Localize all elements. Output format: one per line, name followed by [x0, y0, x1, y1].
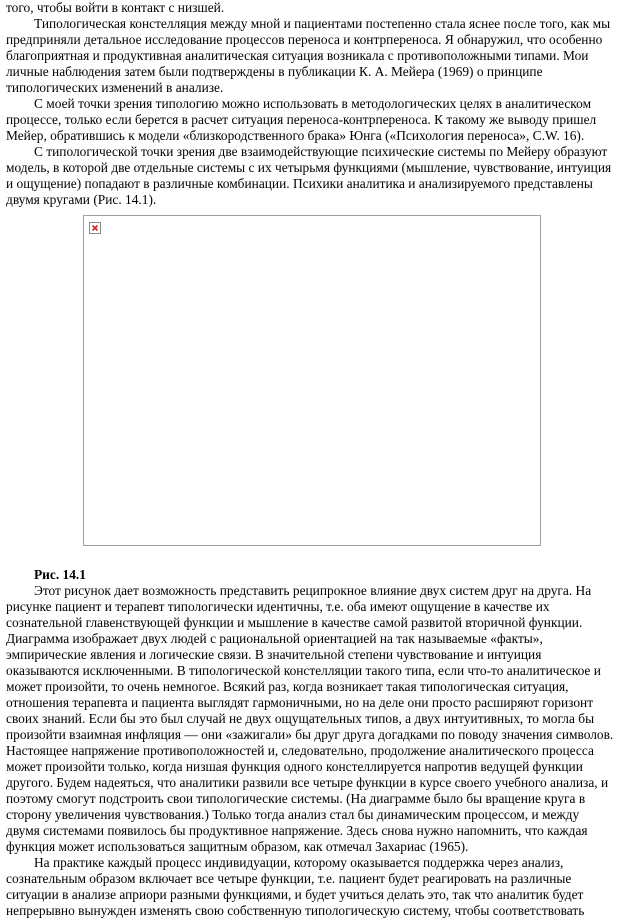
paragraph: Этот рисунок дает возможность представить реципрокное влияние двух систем друг на друга. На рисунке пациент и терапевт типологически идентичны, т.е. оба имеют ощущение в качестве их сознательной главенствующей функции и мышление в качестве самой развитой вторичной функции. Диаграмма изображает двух людей с рациональной ориентацией на так называемые «факты», эмпирические явления и логические связи. В значительной степени чувствование и интуиция оказываются исключенными. В типологической констелляции такого типа, если что-то аналитическое и может произойти, то очень немногое. Всякий раз, когда возникает такая типологическая ситуация, отношения терапевта и пациента выглядят гармоничными, но на деле они просто расширяют горизонт своих знаний. Если бы это был случай не двух ощущательных типов, а двух интуитивных, то могла бы произойти взаимная инфляция — они «зажигали» бы друг друга догадками по поводу значения символов. Настоящее напряжение противоположностей и, следовательно, продолжение аналитического процесса может произойти только, когда низшая функция одного констеллируется напротив ведущей функции другого. Будем надеяться, что аналитики развили все четыре функции в курсе своего учебного анализа, и поэтому смогут подстроить свои типологические системы. (На диаграмме было бы вращение круга в сторону увеличения чувствования.) Только тогда анализ стал бы динамическим процессом, и между двумя системами появилось бы продуктивное напряжение. Здесь снова нужно напомнить, что каждая функция может использоваться защитным образом, как отмечал Захариас (1965).: [6, 583, 614, 854]
text-block-top: [0, 0, 620, 208]
text-block-bottom: [0, 583, 620, 919]
paragraph: С моей точки зрения типологию можно использовать в методологических целях в аналитическом процессе, только если берется в расчет ситуация переноса-контрпереноса. К такому же выводу пришел Мейер, обратившись к модели «близкородственного брака» Юнга («Психология переноса», C.W. 16).: [6, 96, 597, 143]
figure-caption: Рис. 14.1: [34, 567, 86, 582]
figure-placeholder: [83, 215, 541, 546]
paragraph: С типологической точки зрения две взаимодействующие психические системы по Мейеру образуют модель, в которой две отдельные системы с их четырьмя функциями (мышление, чувствование, интуиция и ощущение) попадают в различные комбинации. Психики аналитика и анализируемого представлены двумя кругами (Рис. 14.1).: [6, 144, 612, 207]
paragraph: На практике каждый процесс индивидуации, которому оказывается поддержка через анализ, сознательным образом включает все четыре функции, т.е. пациент будет реагировать на различные ситуации в анализе априори разными функциями, и будет учиться делать это, так что аналитик будет непрерывно вынужден изменять свою собственную типологическую систему, чтобы соответствовать: [6, 855, 585, 918]
paragraph: Типологическая констелляция между мной и пациентами постепенно стала яснее после того, как мы предприняли детальное исследование процессов переноса и контрпереноса. Я обнаружил, что особенно благоприятная и продуктивная аналитическая ситуация возникала с противоположными типами. Мои личные наблюдения затем были подтверждены в публикации К. А. Мейера (1969) о принципе типологических изменений в анализе.: [6, 16, 611, 95]
broken-image-icon: [89, 222, 101, 234]
paragraph: того, чтобы войти в контакт с низшей.: [6, 0, 225, 15]
